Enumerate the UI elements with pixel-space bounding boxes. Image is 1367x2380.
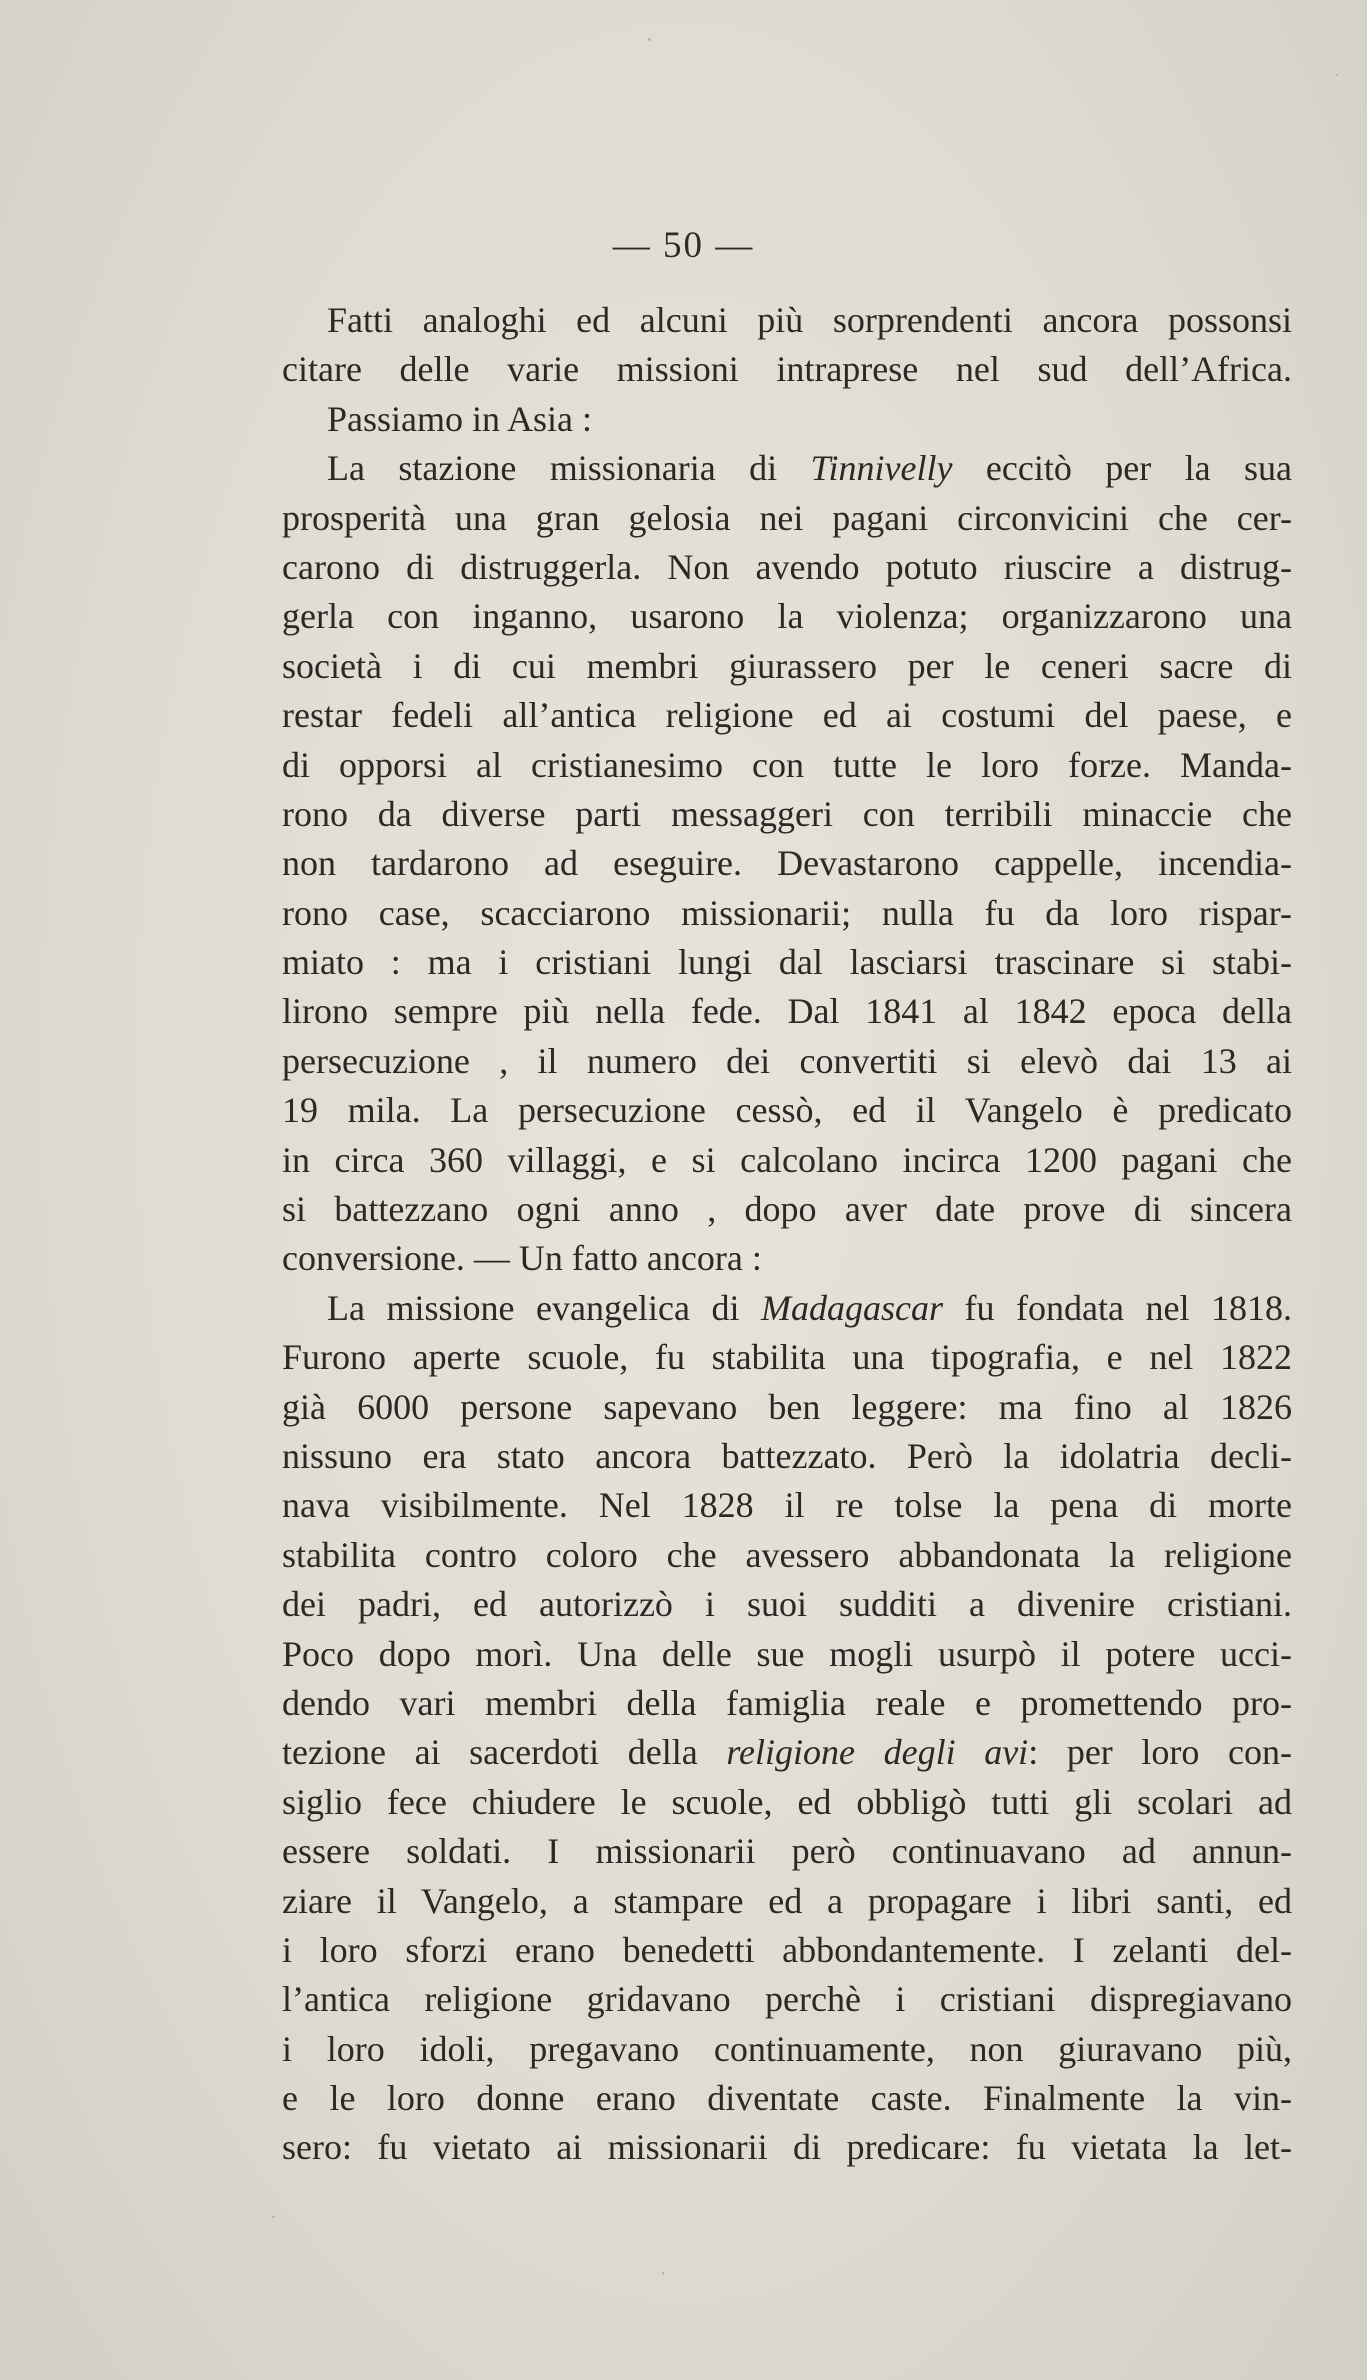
- text-segment: nissuno era stato ancora battezzato. Però la idolatria decli-: [282, 1435, 1292, 1476]
- text-line: [282, 1630, 1292, 1679]
- text-line: [282, 1086, 1292, 1135]
- text-segment: essere soldati. I missionarii però continuavano ad annun-: [282, 1831, 1292, 1872]
- text-segment: non tardarono ad eseguire. Devastarono cappelle, incendia-: [282, 843, 1292, 884]
- text-line: [282, 296, 1292, 345]
- text-line: [282, 1284, 1292, 1333]
- text-segment: si battezzano ogni anno , dopo aver date prove di sincera: [282, 1189, 1292, 1230]
- text-line: [282, 1037, 1292, 1086]
- text-segment: carono di distruggerla. Non avendo potuto riuscire a distrug-: [282, 546, 1292, 587]
- text-line: [282, 741, 1292, 790]
- text-line: [282, 1234, 1292, 1283]
- text-line: [282, 691, 1292, 740]
- text-segment: sero: fu vietato ai missionarii di predicare: fu vietata la let-: [282, 2127, 1292, 2168]
- paper-speck: [1336, 74, 1338, 76]
- text-segment: Furono aperte scuole, fu stabilita una tipografia, e nel 1822: [282, 1337, 1292, 1378]
- text-segment: ziare il Vangelo, a stampare ed a propagare i libri santi, ed: [282, 1880, 1292, 1921]
- text-segment: citare delle varie missioni intraprese nel sud dell’Africa.: [282, 349, 1292, 390]
- text-line: [282, 889, 1292, 938]
- text-line: [282, 1827, 1292, 1876]
- text-line: [282, 1185, 1292, 1234]
- text-segment: rono case, scacciarono missionarii; nulla fu da loro rispar-: [282, 892, 1292, 933]
- text-segment: La missione evangelica di: [327, 1287, 761, 1328]
- text-segment: e le loro donne erano diventate caste. Finalmente la vin-: [282, 2078, 1292, 2119]
- text-segment: prosperità una gran gelosia nei pagani circonvicini che cer-: [282, 497, 1292, 538]
- text-segment: : per loro con-: [1028, 1732, 1292, 1773]
- text-segment: tezione ai sacerdoti della: [282, 1732, 727, 1773]
- text-segment: fu fondata nel 1818.: [942, 1287, 1293, 1328]
- text-line: [282, 1432, 1292, 1481]
- text-segment: Passiamo in Asia :: [327, 398, 593, 439]
- text-line: [282, 1728, 1292, 1777]
- text-segment: i loro idoli, pregavano continuamente, non giuravano più,: [282, 2028, 1292, 2069]
- text-line: [282, 592, 1292, 641]
- text-segment: eccitò per la sua: [952, 448, 1292, 489]
- text-line: [282, 1383, 1292, 1432]
- text-segment: lirono sempre più nella fede. Dal 1841 al 1842 epoca della: [282, 991, 1292, 1032]
- italic-text: Madagascar: [760, 1287, 943, 1328]
- text-segment: già 6000 persone sapevano ben leggere: ma fino al 1826: [282, 1386, 1292, 1427]
- text-line: [282, 790, 1292, 839]
- text-segment: nava visibilmente. Nel 1828 il re tolse la pena di morte: [282, 1485, 1292, 1526]
- paper-speck: [272, 2216, 275, 2218]
- text-segment: di opporsi al cristianesimo con tutte le loro forze. Manda-: [282, 744, 1292, 785]
- text-line: [282, 1531, 1292, 1580]
- text-segment: gerla con inganno, usarono la violenza; organizzarono una: [282, 596, 1292, 637]
- text-line: [282, 444, 1292, 493]
- body-text: [282, 296, 1292, 2173]
- text-line: [282, 1975, 1292, 2024]
- text-line: [282, 2025, 1292, 2074]
- text-segment: siglio fece chiudere le scuole, ed obbligò tutti gli scolari ad: [282, 1781, 1292, 1822]
- paper-speck: [662, 2272, 664, 2275]
- italic-text: religione degli avi: [726, 1732, 1029, 1773]
- text-segment: miato : ma i cristiani lungi dal lasciarsi trascinare si stabi-: [282, 942, 1292, 983]
- text-line: [282, 839, 1292, 888]
- text-segment: in circa 360 villaggi, e si calcolano incirca 1200 pagani che: [282, 1139, 1292, 1180]
- text-line: [282, 345, 1292, 394]
- page-number: — 50 —: [612, 225, 755, 266]
- text-segment: società i di cui membri giurassero per le ceneri sacre di: [282, 645, 1292, 686]
- text-segment: 19 mila. La persecuzione cessò, ed il Vangelo è predicato: [282, 1090, 1292, 1131]
- text-line: [282, 395, 1292, 444]
- italic-text: Tinnivelly: [810, 448, 953, 489]
- text-segment: restar fedeli all’antica religione ed ai costumi del paese, e: [282, 695, 1292, 736]
- text-line: [282, 987, 1292, 1036]
- text-segment: Fatti analoghi ed alcuni più sorprendenti ancora possonsi: [327, 300, 1292, 340]
- text-segment: Poco dopo morì. Una delle sue mogli usurpò il potere ucci-: [282, 1633, 1292, 1674]
- text-line: [282, 1481, 1292, 1530]
- text-line: [282, 1926, 1292, 1975]
- text-line: [282, 2123, 1292, 2172]
- text-segment: persecuzione , il numero dei convertiti si elevò dai 13 ai: [282, 1040, 1292, 1081]
- text-line: [282, 2074, 1292, 2123]
- text-line: [282, 938, 1292, 987]
- text-line: [282, 1580, 1292, 1629]
- paper-speck: [648, 38, 651, 41]
- text-line: [282, 494, 1292, 543]
- text-segment: dendo vari membri della famiglia reale e promettendo pro-: [282, 1682, 1292, 1723]
- text-segment: conversione. — Un fatto ancora :: [282, 1238, 762, 1279]
- text-line: [282, 1778, 1292, 1827]
- text-line: [282, 1877, 1292, 1926]
- text-segment: i loro sforzi erano benedetti abbondantemente. I zelanti del-: [282, 1929, 1292, 1970]
- text-line: [282, 1136, 1292, 1185]
- text-segment: La stazione missionaria di: [327, 448, 811, 489]
- text-segment: stabilita contro coloro che avessero abbandonata la religione: [282, 1534, 1292, 1575]
- text-segment: dei padri, ed autorizzò i suoi sudditi a divenire cristiani.: [282, 1584, 1292, 1625]
- text-segment: rono da diverse parti messaggeri con terribili minaccie che: [282, 793, 1292, 834]
- text-segment: l’antica religione gridavano perchè i cristiani dispregiavano: [282, 1979, 1292, 2020]
- text-line: [282, 1333, 1292, 1382]
- text-line: [282, 642, 1292, 691]
- text-line: [282, 1679, 1292, 1728]
- text-line: [282, 543, 1292, 592]
